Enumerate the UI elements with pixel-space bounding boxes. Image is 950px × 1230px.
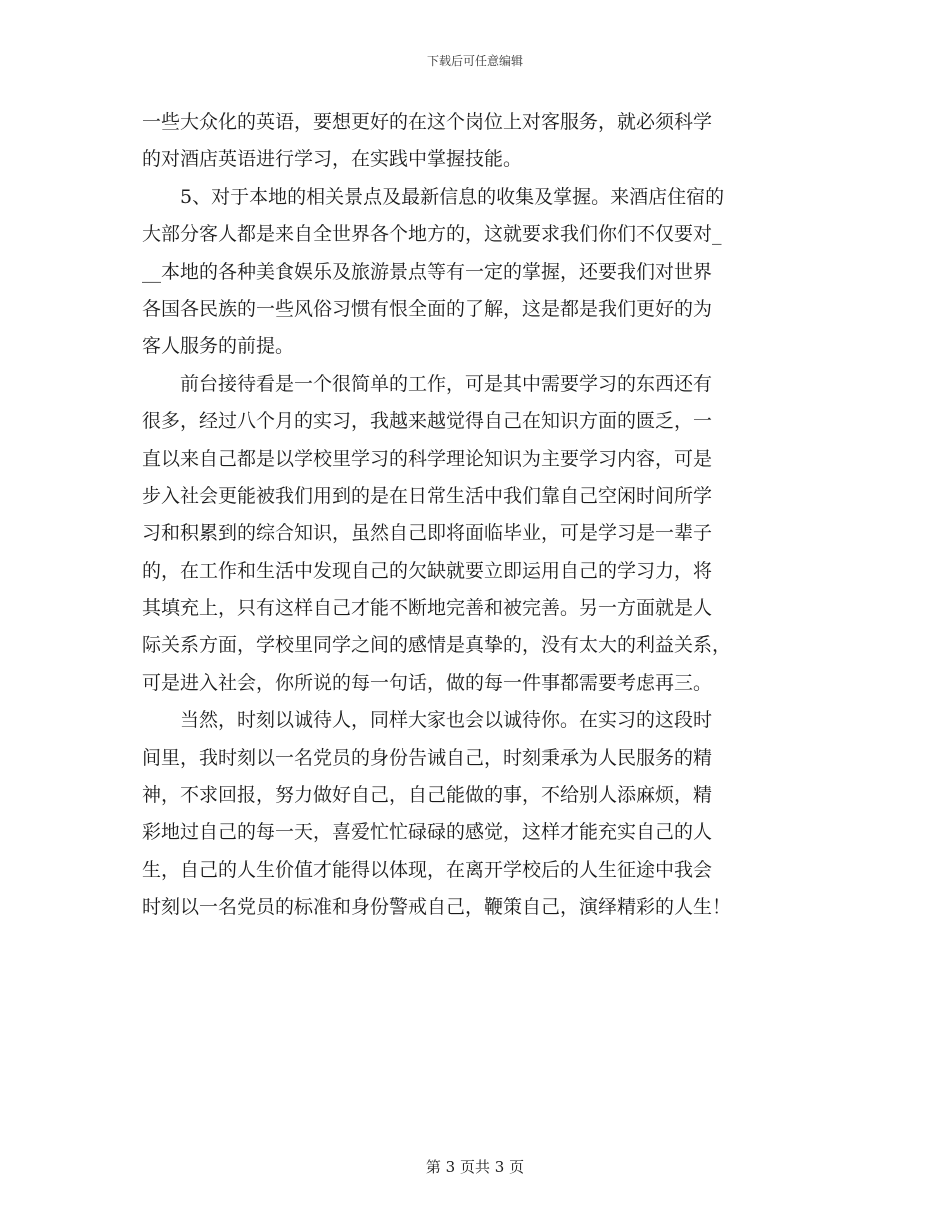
page-number: 第 3 页共 3 页: [425, 1158, 525, 1176]
text-line: 的对酒店英语进行学习，在实践中掌握技能。: [142, 148, 523, 171]
document-body: [142, 104, 808, 927]
text-line: 步入社会更能被我们用到的是在日常生活中我们靠自己空闲时间所学: [142, 484, 713, 507]
text-line: 际关系方面，学校里同学之间的感情是真挚的，没有太大的利益关系，: [142, 634, 732, 657]
text-line: 当然，时刻以诚待人，同样大家也会以诚待你。在实习的这段时: [180, 709, 713, 732]
text-line: 其填充上，只有这样自己才能不断地完善和被完善。另一方面就是人: [142, 597, 713, 620]
text-line: 生，自己的人生价值才能得以体现，在离开学校后的人生征途中我会: [142, 858, 713, 881]
text-line: 神，不求回报，努力做好自己，自己能做的事，不给别人添麻烦，精: [142, 784, 713, 807]
text-line: 时刻以一名党员的标准和身份警戒自己，鞭策自己，演绎精彩的人生！: [142, 896, 732, 919]
text-line: 直以来自己都是以学校里学习的科学理论知识为主要学习内容，可是: [142, 447, 713, 470]
text-line: 一些大众化的英语，要想更好的在这个岗位上对客服务，就必须科学: [142, 111, 713, 133]
text-line: 前台接待看是一个很简单的工作，可是其中需要学习的东西还有: [180, 372, 713, 395]
text-line: 习和积累到的综合知识，虽然自己即将面临毕业，可是学习是一辈子: [142, 522, 713, 545]
text-line: 大部分客人都是来自全世界各个地方的，这就要求我们你们不仅要对_: [142, 223, 722, 246]
text-line: 的，在工作和生活中发现自己的欠缺就要立即运用自己的学习力，将: [142, 559, 713, 582]
text-line: 客人服务的前提。: [142, 335, 295, 358]
text-line: 各国各民族的一些风俗习惯有恨全面的了解，这是都是我们更好的为: [142, 297, 713, 320]
text-line: 间里，我时刻以一名党员的身份告诫自己，时刻秉承为人民服务的精: [142, 746, 713, 769]
text-line: __本地的各种美食娱乐及旅游景点等有一定的掌握，还要我们对世界: [142, 260, 713, 283]
text-line: 5、对于本地的相关景点及最新信息的收集及掌握。来酒店住宿的: [180, 185, 725, 208]
text-line: 很多，经过八个月的实习，我越来越觉得自己在知识方面的匮乏，一: [142, 410, 713, 433]
text-line: 可是进入社会，你所说的每一句话，做的每一件事都需要考虑再三。: [142, 671, 713, 694]
page-header: 下载后可任意编辑: [426, 54, 523, 68]
text-line: 彩地过自己的每一天，喜爱忙忙碌碌的感觉，这样才能充实自己的人: [142, 821, 713, 844]
